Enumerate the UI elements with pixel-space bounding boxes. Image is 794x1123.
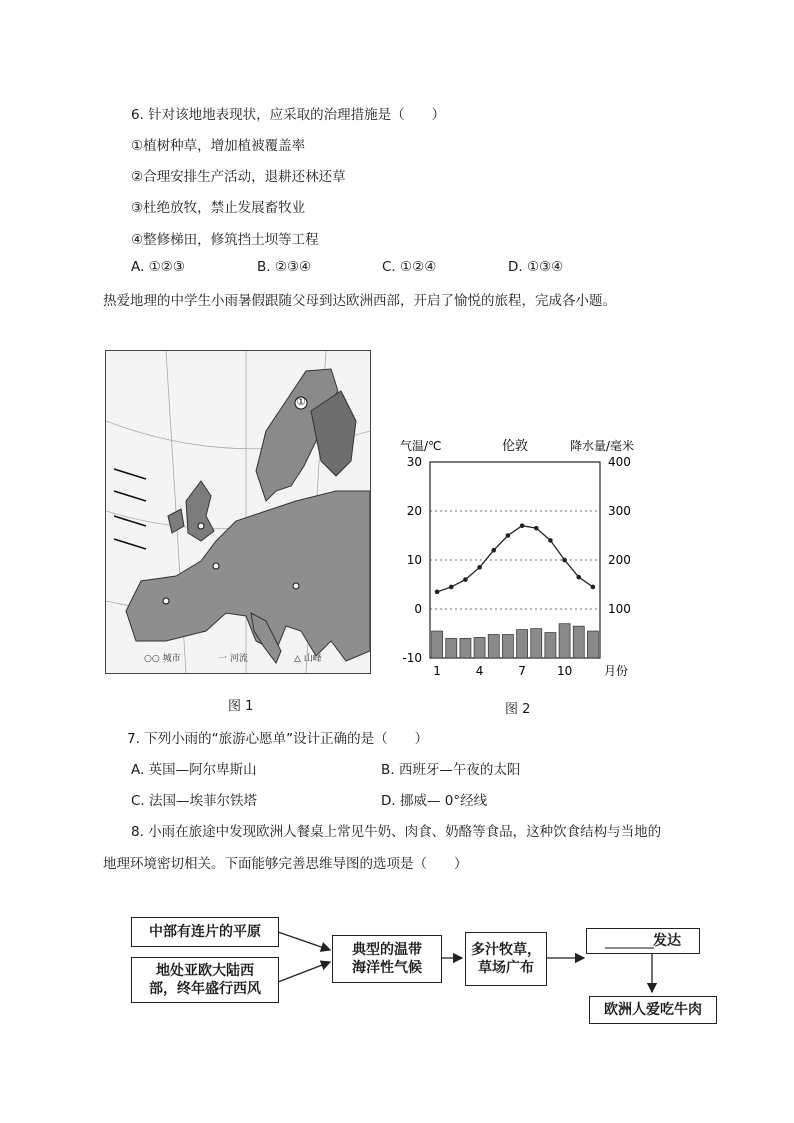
q6-option-d[interactable]: D. ①③④ <box>508 259 564 275</box>
q7-stem: 7. 下列小雨的“旅游心愿单”设计正确的是（ ） <box>127 731 429 747</box>
q6-item-2: ②合理安排生产活动，退耕还林还草 <box>131 169 346 185</box>
y-axis-label: 气温/℃ <box>400 439 442 453</box>
flow-box-location <box>131 957 279 1003</box>
y2-axis-label: 降水量/毫米 <box>570 439 635 453</box>
x-tick-label: 7 <box>518 664 526 678</box>
map-legend-river: 一 河流 <box>218 654 248 664</box>
figure2-caption: 图 2 <box>505 702 531 717</box>
y2-tick-label: 100 <box>608 602 631 616</box>
q6-option-c[interactable]: C. ①②④ <box>382 259 437 275</box>
flow-box-pasture-line2: 草场广布 <box>478 960 534 976</box>
map-legend-city: ○○ 城市 <box>144 654 181 664</box>
q6-option-a[interactable]: A. ①②③ <box>131 259 185 275</box>
section-intro: 热爱地理的中学生小雨暑假跟随父母到达欧洲西部，开启了愉悦的旅程，完成各小题。 <box>103 293 616 309</box>
flow-box-location-line1: 地处亚欧大陆西 <box>156 963 254 979</box>
y-tick-label: 30 <box>406 455 422 469</box>
q7-option-c[interactable]: C. 法国—埃菲尔铁塔 <box>131 793 258 809</box>
x-tick-label: 10 <box>556 664 573 678</box>
flow-box-pasture <box>465 932 547 986</box>
q8-stem-line1: 8. 小雨在旅途中发现欧洲人餐桌上常见牛奶、肉食、奶酪等食品，这种饮食结构与当地的 <box>131 824 662 840</box>
y2-tick-label: 300 <box>608 504 631 518</box>
y-tick-label: 0 <box>414 602 422 616</box>
flow-box-location-line2: 部，终年盛行西风 <box>149 981 261 997</box>
chart-title: 伦敦 <box>501 439 529 454</box>
q7-option-d[interactable]: D. 挪威— 0°经线 <box>381 793 488 809</box>
q7-option-b[interactable]: B. 西班牙—午夜的太阳 <box>381 762 521 778</box>
q6-option-b[interactable]: B. ②③④ <box>257 259 312 275</box>
figure1-caption: 图 1 <box>228 699 254 714</box>
x-axis-label: 月份 <box>604 664 629 678</box>
y-tick-label: 20 <box>406 504 422 518</box>
flow-blank-line[interactable]: ________ <box>605 933 653 949</box>
q6-stem: 6. 针对该地地表现状，应采取的治理措施是（ ） <box>131 107 446 123</box>
y-tick-label: -10 <box>402 651 422 665</box>
q6-item-1: ①植树种草，增加植被覆盖率 <box>131 138 306 154</box>
map-marker-1: ① <box>296 395 306 408</box>
flow-box-pasture-line1: 多汁牧草， <box>471 942 541 958</box>
flow-box-plains: 中部有连片的平原 <box>131 917 279 947</box>
q6-item-4: ④整修梯田，修筑挡土坝等工程 <box>131 232 319 248</box>
q8-stem-line2: 地理环境密切相关。下面能够完善思维导图的选项是（ ） <box>103 856 468 872</box>
y2-tick-label: 200 <box>608 553 631 567</box>
flow-box-blank <box>586 928 700 954</box>
y-tick-label: 10 <box>406 553 422 567</box>
flow-box-beef: 欧洲人爱吃牛肉 <box>589 996 717 1024</box>
map-legend-peak: △ 山峰 <box>294 654 322 664</box>
flow-box-climate <box>332 935 442 983</box>
q6-item-3: ③杜绝放牧，禁止发展畜牧业 <box>131 200 306 216</box>
x-tick-label: 4 <box>475 664 484 678</box>
flow-box-climate-line1: 典型的温带 <box>352 942 422 958</box>
flow-blank-suffix: 发达 <box>653 933 681 949</box>
q7-option-a[interactable]: A. 英国—阿尔卑斯山 <box>131 762 257 778</box>
flow-box-climate-line2: 海洋性气候 <box>352 960 422 976</box>
y2-tick-label: 400 <box>608 455 631 469</box>
x-tick-label: 1 <box>433 664 441 678</box>
